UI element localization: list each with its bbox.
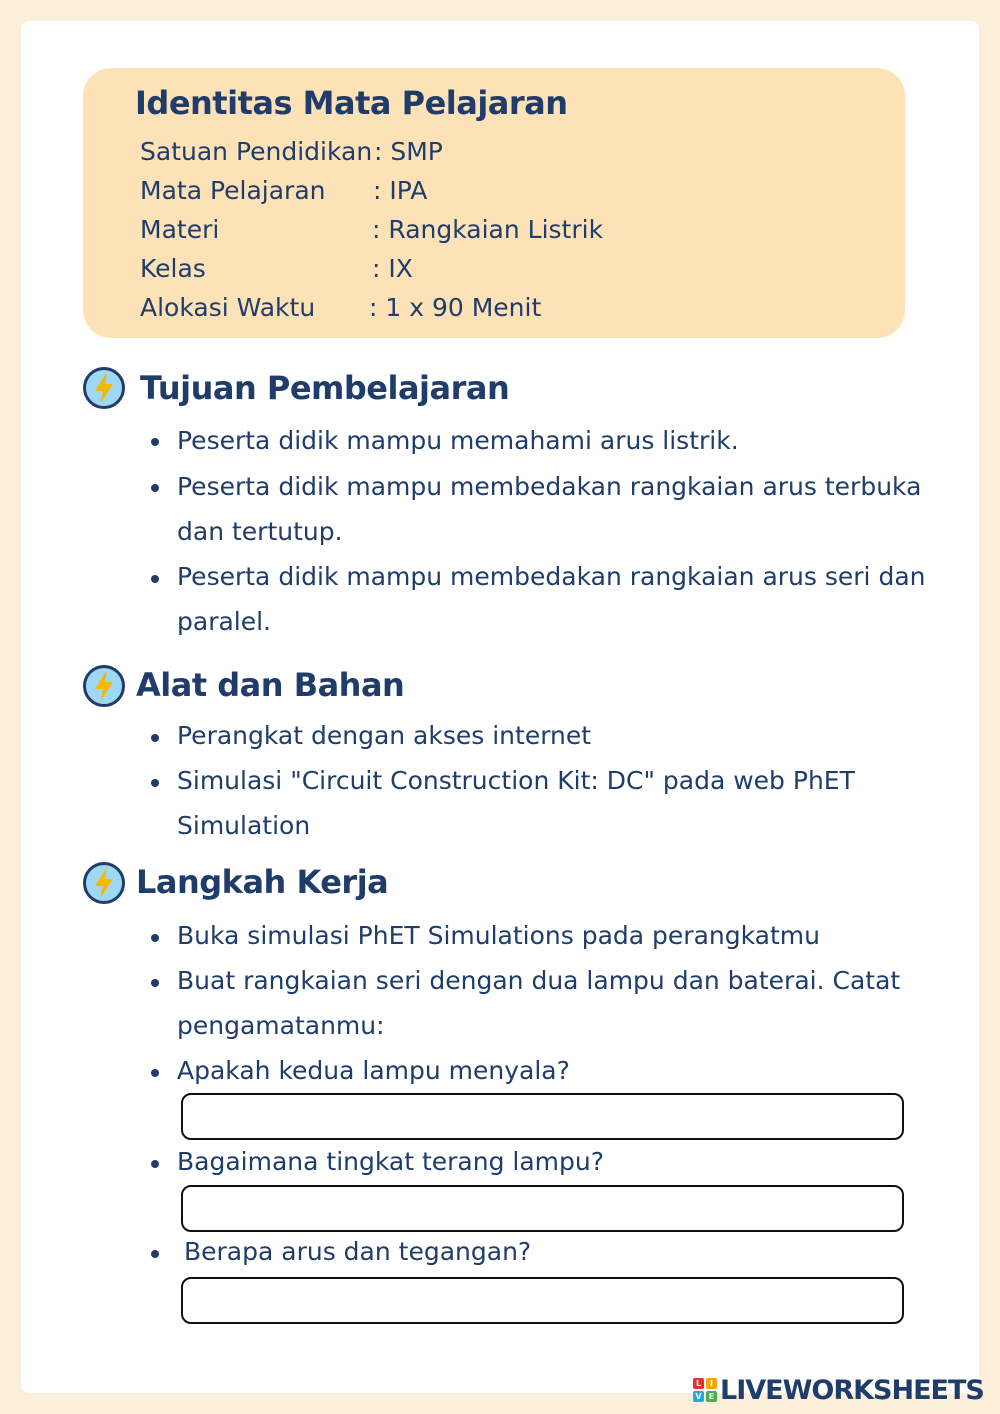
lightning-bolt-icon — [82, 366, 126, 410]
question-1-text: Apakah kedua lampu menyala? — [177, 1056, 570, 1085]
logo-letter: E — [706, 1391, 717, 1402]
identity-label: Materi — [140, 215, 220, 244]
bullet-dot — [151, 1160, 159, 1168]
identity-value: : Rangkaian Listrik — [372, 215, 604, 244]
logo-letter: V — [693, 1391, 704, 1402]
liveworksheets-logo-icon — [693, 1378, 717, 1402]
identity-value: : IPA — [373, 176, 428, 205]
list-item-tujuan-3: Peserta didik mampu membedakan rangkaian arus seri dan — [177, 562, 926, 591]
list-item-tujuan-3-cont: paralel. — [177, 607, 272, 636]
list-item-langkah-2-cont: pengamatanmu: — [177, 1011, 385, 1040]
identity-label: Satuan Pendidikan — [140, 137, 373, 166]
lightning-bolt-icon — [82, 664, 126, 708]
bullet-dot — [151, 438, 159, 446]
section-title-langkah: Langkah Kerja — [136, 863, 389, 901]
identity-value: : SMP — [374, 137, 443, 166]
list-item-alat-2: Simulasi "Circuit Construction Kit: DC" pada web PhET — [177, 766, 855, 795]
list-item-langkah-1: Buka simulasi PhET Simulations pada perangkatmu — [177, 921, 820, 950]
logo-letter: L — [693, 1378, 704, 1389]
list-item-langkah-2: Buat rangkaian seri dengan dua lampu dan baterai. Catat — [177, 966, 901, 995]
logo-letter: I — [706, 1378, 717, 1389]
bullet-dot — [151, 979, 159, 987]
list-item-alat-2-cont: Simulation — [177, 811, 311, 840]
section-title-alat: Alat dan Bahan — [136, 666, 405, 704]
answer-field-2[interactable] — [181, 1185, 904, 1232]
liveworksheets-brand[interactable] — [693, 1373, 984, 1407]
bullet-dot — [151, 734, 159, 742]
answer-field-3[interactable] — [181, 1277, 904, 1324]
bullet-dot — [151, 484, 159, 492]
identity-label: Kelas — [140, 254, 206, 283]
bullet-dot — [151, 934, 159, 942]
list-item-tujuan-2: Peserta didik mampu membedakan rangkaian arus terbuka — [177, 472, 922, 501]
list-item-tujuan-2-cont: dan tertutup. — [177, 517, 343, 546]
list-item-tujuan-1: Peserta didik mampu memahami arus listrik. — [177, 426, 739, 455]
identity-label: Mata Pelajaran — [140, 176, 326, 205]
bullet-dot — [151, 1250, 159, 1258]
question-2-text: Bagaimana tingkat terang lampu? — [177, 1147, 605, 1176]
bullet-dot — [151, 1069, 159, 1077]
list-item-alat-1: Perangkat dengan akses internet — [177, 721, 592, 750]
brand-name: LIVEWORKSHEETS — [720, 1374, 984, 1406]
section-title-tujuan: Tujuan Pembelajaran — [140, 369, 510, 407]
identity-label: Alokasi Waktu — [140, 293, 316, 322]
bullet-dot — [151, 779, 159, 787]
identity-title: Identitas Mata Pelajaran — [135, 84, 568, 122]
bullet-dot — [151, 575, 159, 583]
lightning-bolt-icon — [82, 861, 126, 905]
identity-value: : 1 x 90 Menit — [369, 293, 542, 322]
answer-field-1[interactable] — [181, 1093, 904, 1140]
question-3-text: Berapa arus dan tegangan? — [184, 1237, 532, 1266]
identity-value: : IX — [372, 254, 413, 283]
